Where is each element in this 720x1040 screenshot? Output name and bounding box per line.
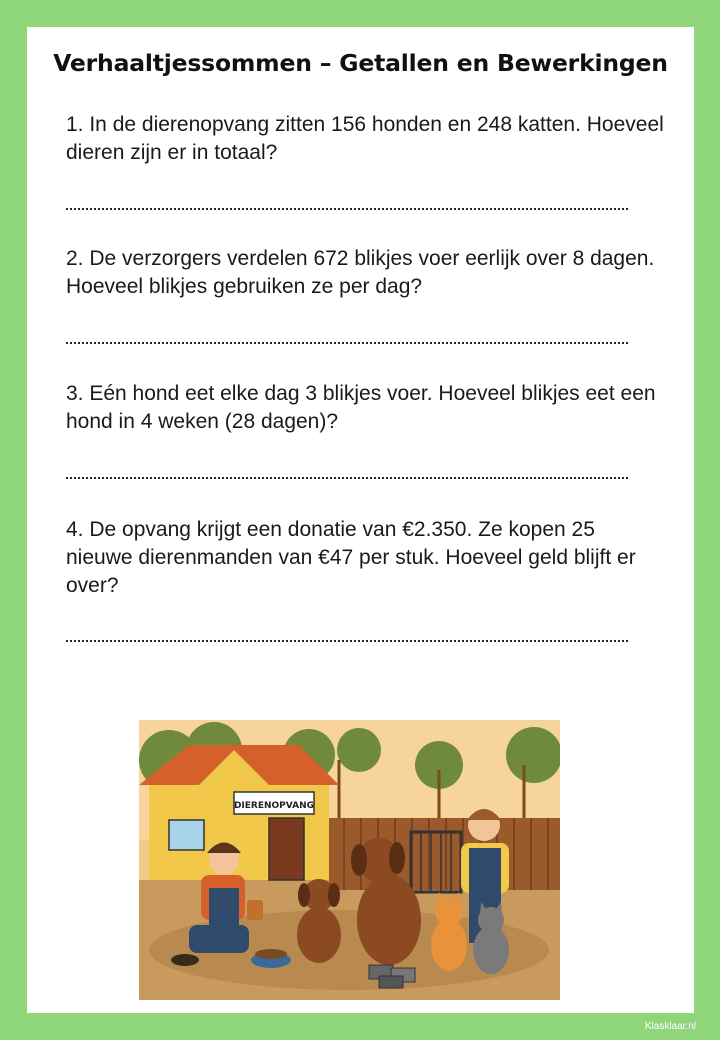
shelter-sign: DIERENOPVANG	[233, 801, 315, 811]
answer-line-4[interactable]	[66, 640, 628, 642]
answer-line-3[interactable]	[66, 477, 628, 479]
question-1: 1. In de dierenopvang zitten 156 honden en 248 katten. Hoeveel dieren zijn er in totaal?	[66, 113, 664, 164]
question-2: 2. De verzorgers verdelen 672 blikjes voer eerlijk over 8 dagen. Hoeveel blikjes gebruiken ze per dag?	[66, 247, 655, 298]
question-3: 3. Eén hond eet elke dag 3 blikjes voer. Hoeveel blikjes eet een hond in 4 weken (28 dagen)?	[66, 382, 656, 433]
worksheet-title: Verhaaltjessommen – Getallen en Bewerkingen	[53, 49, 668, 77]
answer-line-1[interactable]	[66, 208, 628, 210]
answer-line-2[interactable]	[66, 342, 628, 344]
question-4: 4. De opvang krijgt een donatie van €2.350. Ze kopen 25 nieuwe dierenmanden van €47 per stuk. Hoeveel geld blijft er over?	[66, 518, 636, 597]
animal-shelter-illustration	[139, 720, 560, 1000]
worksheet	[27, 27, 694, 1013]
brand-watermark: Klasklaar.nl	[644, 1021, 696, 1032]
